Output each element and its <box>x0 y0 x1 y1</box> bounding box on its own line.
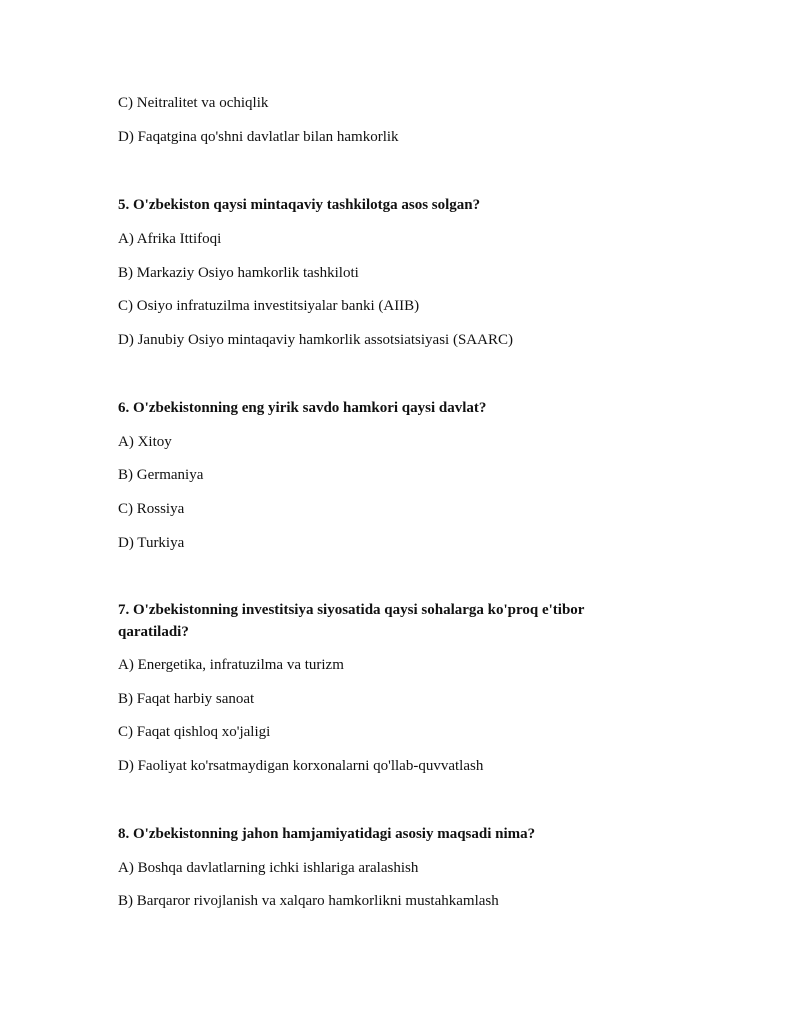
answer-option: B) Barqaror rivojlanish va xalqaro hamkorlikni mustahkamlash <box>118 893 499 909</box>
answer-option: B) Germaniya <box>118 467 204 483</box>
answer-option: A) Afrika Ittifoqi <box>118 231 222 247</box>
answer-option: D) Faqatgina qo'shni davlatlar bilan hamkorlik <box>118 129 399 145</box>
answer-option: C) Neitralitet va ochiqlik <box>118 95 269 111</box>
question-heading: 5. O'zbekiston qaysi mintaqaviy tashkilotga asos solgan? <box>118 197 481 213</box>
answer-option: C) Rossiya <box>118 501 185 517</box>
answer-option: A) Boshqa davlatlarning ichki ishlariga aralashish <box>118 860 419 876</box>
question-heading: 6. O'zbekistonning eng yirik savdo hamkori qaysi davlat? <box>118 400 487 416</box>
answer-option: C) Faqat qishloq xo'jaligi <box>118 724 271 740</box>
answer-option: A) Xitoy <box>118 434 172 450</box>
question-heading: 8. O'zbekistonning jahon hamjamiyatidagi asosiy maqsadi nima? <box>118 826 536 842</box>
answer-option: D) Turkiya <box>118 535 185 551</box>
answer-option: C) Osiyo infratuzilma investitsiyalar banki (AIIB) <box>118 298 420 314</box>
answer-option: D) Faoliyat ko'rsatmaydigan korxonalarni qo'llab-quvvatlash <box>118 758 484 774</box>
answer-option: B) Faqat harbiy sanoat <box>118 691 255 707</box>
answer-option: B) Markaziy Osiyo hamkorlik tashkiloti <box>118 265 359 281</box>
answer-option: D) Janubiy Osiyo mintaqaviy hamkorlik assotsiatsiyasi (SAARC) <box>118 332 513 348</box>
answer-option: A) Energetika, infratuzilma va turizm <box>118 657 344 673</box>
question-heading: 7. O'zbekistonning investitsiya siyosatida qaysi sohalarga ko'proq e'tibor qaratiladi? <box>118 602 585 640</box>
